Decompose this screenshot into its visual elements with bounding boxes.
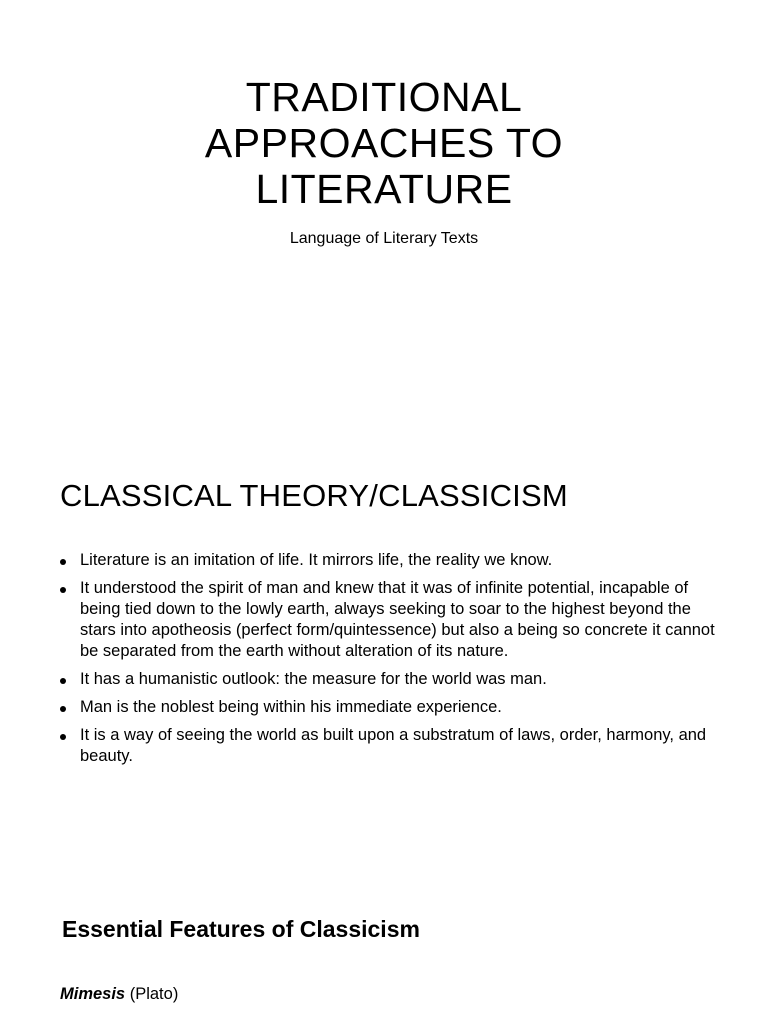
list-item-text: Man is the noblest being within his immediate experience. — [80, 698, 502, 716]
mimesis-term: Mimesis — [60, 985, 126, 1003]
bullet-icon — [60, 559, 66, 565]
list-item-text: It is a way of seeing the world as built upon a substratum of laws, order, harmony, and beauty. — [80, 726, 707, 765]
features-heading: Essential Features of Classicism — [62, 916, 420, 942]
list-item — [60, 725, 720, 767]
mimesis-note: (Plato) — [129, 985, 179, 1003]
bullet-list — [60, 550, 720, 774]
features-first-item — [60, 983, 178, 1005]
list-item — [60, 578, 720, 662]
title-line-1: TRADITIONAL — [245, 74, 523, 120]
section-heading: CLASSICAL THEORY/CLASSICISM — [60, 478, 568, 513]
title-line-2: APPROACHES TO — [204, 120, 564, 166]
list-item-text: Literature is an imitation of life. It mirrors life, the reality we know. — [80, 551, 553, 569]
list-item-text: It has a humanistic outlook: the measure for the world was man. — [80, 670, 547, 688]
list-item — [60, 697, 720, 718]
title-line-3: LITERATURE — [255, 166, 513, 212]
document-title — [0, 74, 768, 212]
list-item — [60, 550, 720, 571]
document-subtitle: Language of Literary Texts — [289, 230, 479, 247]
list-item — [60, 669, 720, 690]
bullet-icon — [60, 678, 66, 684]
bullet-icon — [60, 734, 66, 740]
list-item-text: It understood the spirit of man and knew that it was of infinite potential, incapable of being tied down to the lowly earth, always seeking to soar to the highest beyond the stars into apotheosis (perfect form/quintessence) but also a being so concrete it cannot be separated from the earth without alteration of its nature. — [80, 579, 715, 660]
bullet-icon — [60, 587, 66, 593]
bullet-icon — [60, 706, 66, 712]
